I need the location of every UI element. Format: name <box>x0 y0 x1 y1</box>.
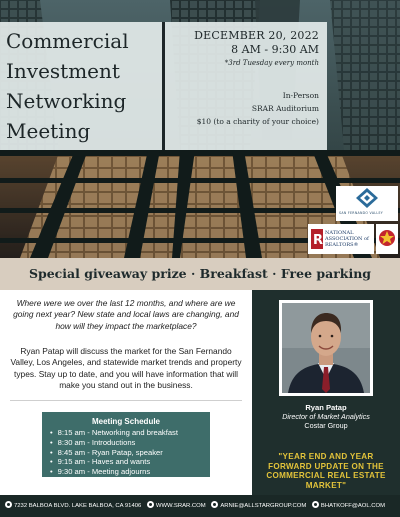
hero-section <box>0 0 400 258</box>
svg-text:R: R <box>313 233 323 248</box>
contact-footer <box>0 495 400 517</box>
nar-text-line: NATIONAL <box>325 230 354 236</box>
footer-email-arnie[interactable] <box>211 495 306 517</box>
schedule-item: • 8:15 am - Networking and breakfast <box>50 428 202 438</box>
address-text: 7232 BALBOA BLVD. LAKE BALBOA, CA 91406 <box>14 503 142 509</box>
speaker-sidebar <box>252 290 400 495</box>
event-time: 8 AM - 9:30 AM <box>231 43 319 56</box>
event-details-panel <box>165 22 327 150</box>
section-divider <box>10 400 242 401</box>
website-link[interactable]: WWW.SRAR.COM <box>155 503 206 509</box>
sfv-logo-text: SAN FERNANDO VALLEY <box>339 211 384 215</box>
perks-banner: Special giveaway prize · Breakfast · Free parking <box>0 258 400 290</box>
schedule-item: • 8:30 am - Introductions <box>50 438 202 448</box>
footer-email-bhatkoff[interactable] <box>312 495 385 517</box>
sfv-association-logo <box>336 186 398 221</box>
event-description: Ryan Patap will discuss the market for the San Fernando Valley, Los Angeles, and statewide market trends and property types. Stay up to date, and you will have information that will make you stand out in the business. <box>10 346 242 390</box>
event-venue: SRAR Auditorium <box>251 104 319 113</box>
event-fee: $10 (to a charity of your choice) <box>196 117 319 126</box>
email-link[interactable]: BHATKOFF@AOL.COM <box>320 503 386 509</box>
event-title-line: Investment <box>6 59 120 83</box>
event-format: In-Person <box>282 91 319 100</box>
footer-address <box>5 495 141 517</box>
realtor-r-icon <box>311 229 323 249</box>
email-icon <box>312 501 319 508</box>
speaker-company: Costar Group <box>304 421 348 430</box>
event-date: DECEMBER 20, 2022 <box>194 29 319 42</box>
schedule-item: • 8:45 am - Ryan Patap, speaker <box>50 448 202 458</box>
event-title-line: Networking <box>6 89 127 113</box>
schedule-item: • 9:15 am - Haves and wants <box>50 457 202 467</box>
main-content <box>0 290 252 495</box>
schedule-title: Meeting Schedule <box>91 417 160 426</box>
nar-text-line: ASSOCIATION of <box>325 236 369 242</box>
schedule-list <box>50 428 202 477</box>
star-emblem-icon <box>376 224 398 254</box>
intro-question: Where were we over the last 12 months, and where are we going next year? New state and local laws are changing, and how will they impact the marketplace? <box>13 298 239 331</box>
location-icon <box>5 501 12 508</box>
event-title-line: Meeting <box>6 119 91 143</box>
nar-text-line: REALTORS® <box>325 242 359 248</box>
speaker-portrait <box>282 303 370 393</box>
speaker-title: Director of Market Analytics <box>282 412 370 421</box>
recurrence-note: *3rd Tuesday every month <box>224 59 319 67</box>
allstar-group-logo <box>376 224 398 254</box>
nar-logo <box>308 224 374 254</box>
globe-icon <box>147 501 154 508</box>
email-icon <box>211 501 218 508</box>
talk-topic-quote: "YEAR END AND YEAR FORWARD UPDATE ON THE COMMERCIAL REAL ESTATE MARKET" <box>266 452 386 490</box>
speaker-photo <box>279 300 373 396</box>
sfv-emblem-icon <box>336 186 398 210</box>
footer-website[interactable] <box>147 495 206 517</box>
meeting-schedule <box>42 412 210 477</box>
schedule-item: • 9:30 am - Meeting adjourns <box>50 467 202 477</box>
event-title-panel <box>0 22 162 150</box>
speaker-name: Ryan Patap <box>305 403 347 412</box>
email-link[interactable]: ARNIE@ALLSTARGROUP.COM <box>220 503 307 509</box>
event-title-line: Commercial <box>6 29 129 53</box>
